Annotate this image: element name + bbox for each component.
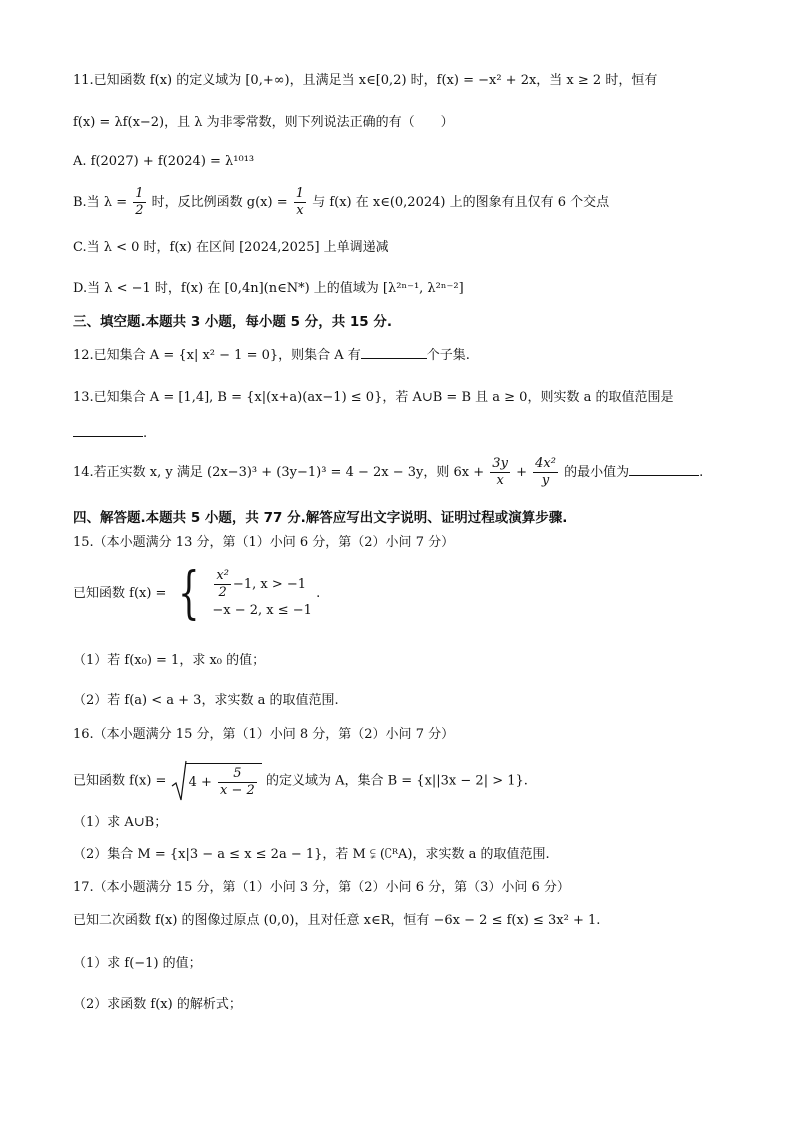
q11-option-c: C.当 λ < 0 时，f(x) 在区间 [2024,2025] 上单调递减: [73, 240, 389, 255]
q13-line1: 13.已知集合 A = [1,4], B = {x|(x+a)(ax−1) ≤ 0}，若 A∪B = B 且 a ≥ 0，则实数 a 的取值范围是: [73, 390, 674, 405]
fraction: [133, 186, 145, 219]
q12-text: 12.已知集合 A = {x| x² − 1 = 0}，则集合 A 有: [73, 348, 361, 363]
q16-header: 16.（本小题满分 15 分，第（1）小问 8 分，第（2）小问 7 分）: [73, 727, 455, 742]
q11-option-b: [73, 186, 609, 219]
radicand-pre: 4 +: [188, 775, 212, 790]
radicand: [186, 763, 262, 799]
answer-blank[interactable]: [361, 346, 427, 359]
section4-heading: 四、解答题.本题共 5 小题，共 77 分.解答应写出文字说明、证明过程或演算步骤.: [73, 510, 568, 526]
case-1: [212, 568, 312, 601]
q14-post: 的最小值为: [564, 465, 630, 480]
case-1-rest: −1, x > −1: [232, 576, 307, 592]
q17-part2: （2）求函数 f(x) 的解析式；: [73, 997, 242, 1012]
fraction-denominator: x: [296, 203, 304, 218]
q11-line1: 11.已知函数 f(x) 的定义域为 [0,+∞)，且满足当 x∈[0,2) 时，f(x) = −x² + 2x，当 x ≥ 2 时，恒有: [73, 73, 658, 88]
q16-function: [73, 760, 528, 802]
answer-blank[interactable]: [629, 463, 699, 476]
q16-part2: （2）集合 M = {x|3 − a ≤ x ≤ 2a − 1}，若 M ⫋ (∁ᴿA)，求实数 a 的取值范围.: [73, 847, 550, 862]
q17-part1: （1）求 f(−1) 的值；: [73, 956, 202, 971]
q14: [73, 456, 703, 489]
q15-function: [73, 561, 321, 628]
piecewise-cases: [212, 568, 312, 621]
fraction-numerator: 1: [135, 186, 144, 201]
q14-end: .: [699, 465, 704, 480]
q14-pre: 14.若正实数 x, y 满足 (2x−3)³ + (3y−1)³ = 4 − 2x − 3y，则 6x +: [73, 465, 485, 480]
fraction-denominator: 2: [218, 584, 227, 600]
plus-sign: +: [516, 465, 527, 480]
fraction-numerator: 1: [295, 186, 305, 201]
fraction: [218, 766, 257, 799]
q11-option-b-pre: B.当 λ =: [73, 195, 128, 210]
fraction-numerator: x²: [216, 567, 229, 583]
q15-part1: （1）若 f(x₀) = 1，求 x₀ 的值；: [73, 653, 266, 668]
q11-line2: f(x) = λf(x−2)，且 λ 为非零常数，则下列说法正确的有（ ）: [73, 115, 454, 130]
q15-part2: （2）若 f(a) < a + 3，求实数 a 的取值范围.: [73, 693, 339, 708]
section3-heading: 三、填空题.本题共 3 小题，每小题 5 分，共 15 分.: [73, 314, 393, 330]
fraction: [214, 568, 231, 601]
q13-line2: [73, 424, 147, 443]
case-2: −x − 2, x ≤ −1: [212, 602, 312, 618]
q12: [73, 346, 470, 365]
square-root: [171, 760, 262, 802]
q15-lead: 已知函数 f(x) =: [73, 586, 167, 601]
fraction-denominator: x: [496, 473, 504, 488]
q13-end: .: [143, 426, 148, 441]
fraction-numerator: 5: [218, 766, 257, 783]
fraction-denominator: x − 2: [220, 783, 255, 798]
q15-header: 15.（本小题满分 13 分，第（1）小问 6 分，第（2）小问 7 分）: [73, 535, 455, 550]
q17-header: 17.（本小题满分 15 分，第（1）小问 3 分，第（2）小问 6 分，第（3）小问 6 分）: [73, 880, 570, 895]
fraction: [533, 456, 558, 489]
q11-option-b-post: 与 f(x) 在 x∈(0,2024) 上的图象有且仅有 6 个交点: [312, 195, 610, 210]
fraction-numerator: 4x²: [535, 456, 556, 471]
fraction-numerator: 3y: [492, 456, 508, 471]
answer-blank[interactable]: [73, 424, 143, 437]
q17-lead: 已知二次函数 f(x) 的图像过原点 (0,0)，且对任意 x∈R，恒有 −6x − 2 ≤ f(x) ≤ 3x² + 1.: [73, 913, 601, 928]
fraction-denominator: 2: [135, 203, 144, 218]
fraction: [294, 186, 306, 219]
q11-option-a: A. f(2027) + f(2024) = λ¹⁰¹³: [73, 154, 255, 169]
left-brace: {: [177, 561, 200, 626]
q16-post: 的定义域为 A，集合 B = {x||3x − 2| > 1}.: [265, 773, 528, 789]
q11-option-d: D.当 λ < −1 时，f(x) 在 [0,4n](n∈N*) 上的值域为 [λ²ⁿ⁻¹, λ²ⁿ⁻²]: [73, 281, 464, 296]
q11-option-b-mid: 时，反比例函数 g(x) =: [151, 195, 288, 210]
q15-end: .: [316, 586, 321, 601]
fraction-denominator: y: [541, 473, 550, 488]
radical-sign-icon: [171, 760, 187, 802]
q16-lead: 已知函数 f(x) =: [73, 773, 167, 789]
fraction: [490, 456, 510, 489]
q16-part1: （1）求 A∪B；: [73, 815, 168, 830]
q12-post: 个子集.: [426, 348, 470, 363]
